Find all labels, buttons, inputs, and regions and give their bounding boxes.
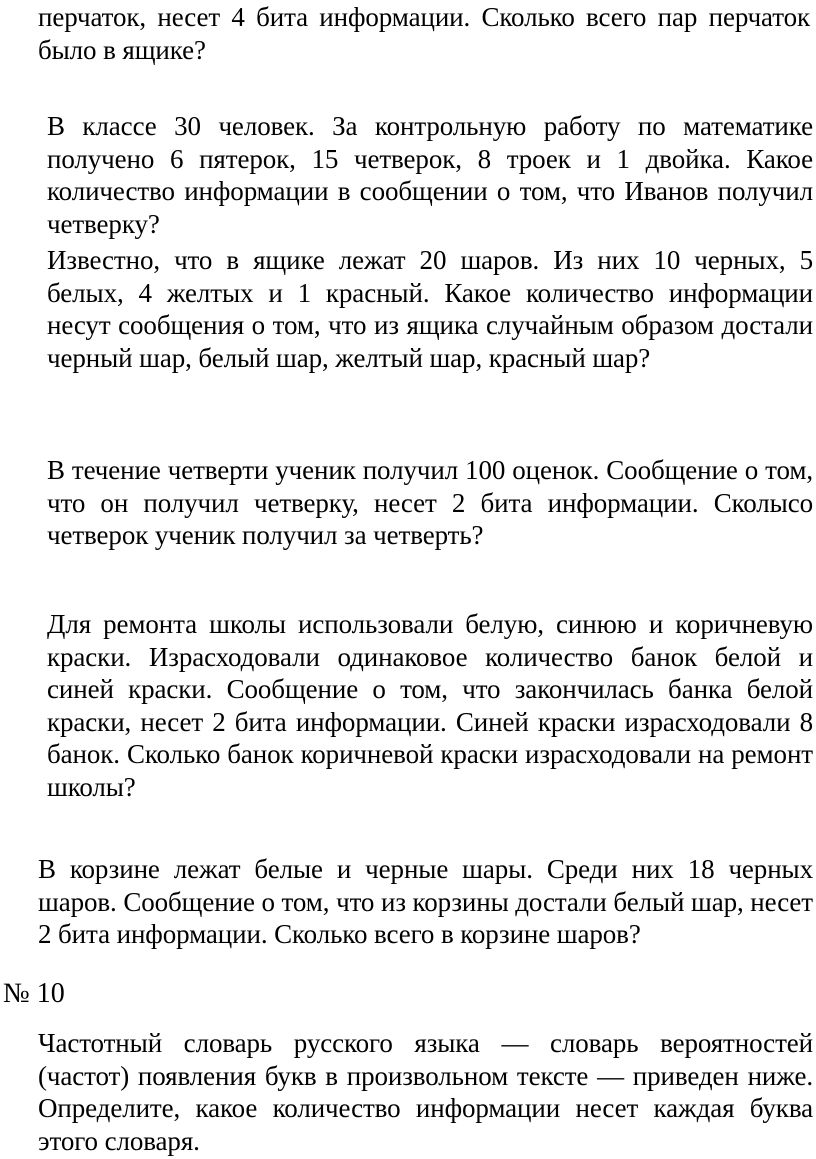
problem-gloves-continuation: перчаток, несет 4 бита информации. Сколько всего пар перчаток было в ящике? (38, 2, 810, 65)
problem-class-grades: В классе 30 человек. За контрольную работу по математике получено 6 пятерок, 15 четверок, 8 троек и 1 двойка. Какое количество информации в сообщении о том, что Иванов получил четверку? (47, 111, 813, 239)
problem-quarter-grades: В течение четверти ученик получил 100 оценок. Сообщение о том, что он получил четверку, несет 2 бита информации. Сколысо четверок ученик получил за четверть? (47, 455, 813, 550)
problem-basket-balls: В корзине лежат белые и черные шары. Среди них 18 черных шаров. Сообщение о том, что из корзины достали белый шар, несет 2 бита информации. Сколько всего в корзине шаров? (38, 854, 813, 949)
problem-frequency-dictionary: Частотный словарь русского языка — словарь вероятностей (частот) появления букв в произвольном тексте — приведен ниже. Определите, какое количество информации несет каждая буква этого словаря. (38, 1028, 813, 1156)
problem-box-balls: Известно, что в ящике лежат 20 шаров. Из них 10 черных, 5 белых, 4 желтых и 1 красный. Какое количество информации несут сообщения о том, что из ящика случайным образом достали черный шар, белый шар, желтый шар, красный шар? (47, 245, 813, 373)
problem-number-heading: № 10 (3, 978, 65, 1009)
problem-school-paint: Для ремонта школы использовали белую, синюю и коричневую краски. Израсходовали одинаковое количество банок белой и синей краски. Сообщение о том, что закончилась банка белой краски, несет 2 бита информации. Синей краски израсходовали 8 банок. Сколько банок коричневой краски израсходовали на ремонт школы? (47, 609, 813, 802)
